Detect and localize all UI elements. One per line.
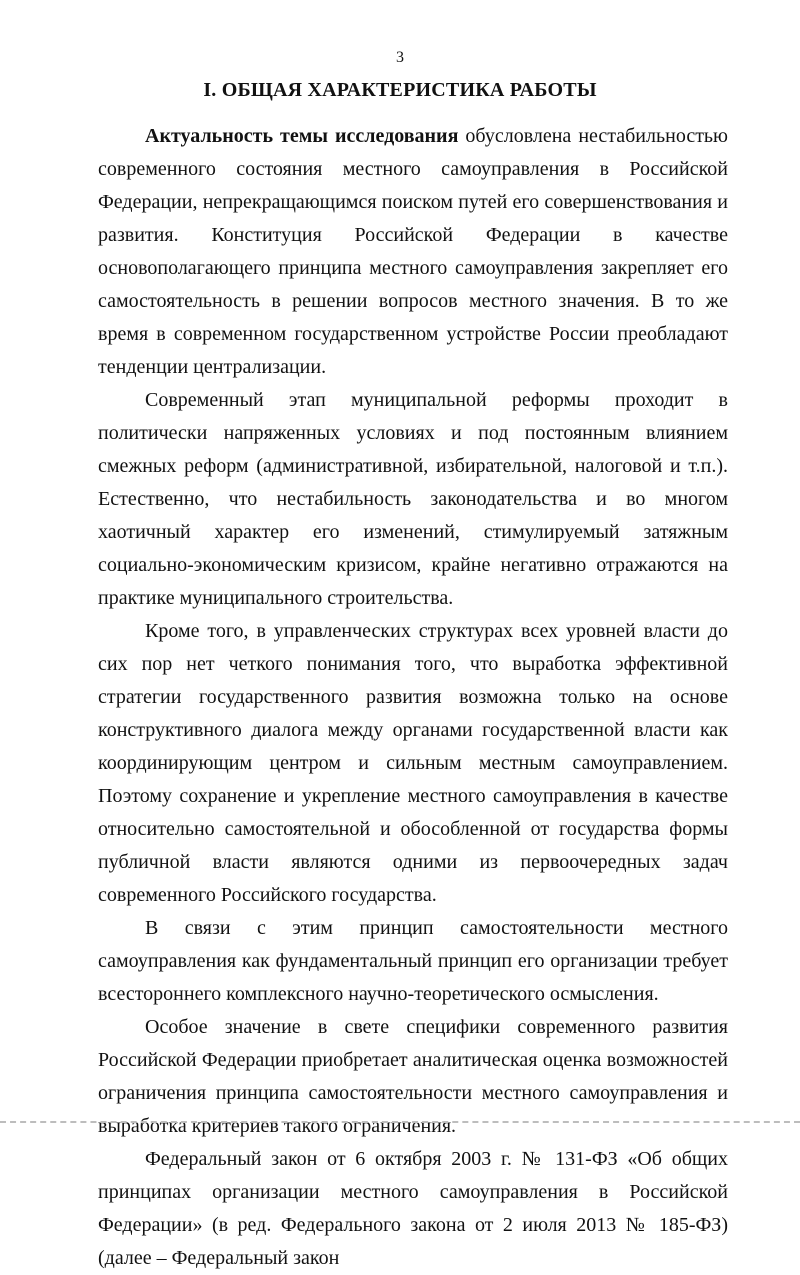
- paragraph-relevance: [98, 120, 728, 384]
- page-bottom-edge: [0, 1121, 800, 1126]
- paragraph-special-significance: Особое значение в свете специфики современного развития Российской Федерации приобретает аналитическая оценка возможностей ограничения принципа самостоятельности местного самоуправления и выработка критериев такого ограничения.: [98, 1016, 728, 1137]
- paragraph-lead-bold: Актуальность темы исследования: [145, 125, 459, 147]
- body-text: [98, 120, 728, 1275]
- paragraph-federal-law: Федеральный закон от 6 октября 2003 г. № 131-ФЗ «Об общих принципах организации местного самоуправления в Российской Федерации» (в ред. Федерального закона от 2 июля 2013 № 185-ФЗ) (далее – Федеральный закон: [98, 1148, 728, 1269]
- paragraph-independence-principle: В связи с этим принцип самостоятельности местного самоуправления как фундаментальный принцип его организации требует всестороннего комплексного научно-теоретического осмысления.: [98, 917, 728, 1005]
- page-number: 3: [396, 49, 404, 66]
- paragraph-text: обусловлена нестабильностью современного состояния местного самоуправления в Российской Федерации, непрекращающимся поиском путей его совершенствования и развития. Конституция Российской Федерации в качестве основополагающего принципа местного самоуправления закрепляет его самостоятельность в решении вопросов местного значения. В то же время в современном государственном устройстве России преобладают тенденции централизации.: [98, 125, 728, 378]
- paragraph-management-structures: Кроме того, в управленческих структурах всех уровней власти до сих пор нет четкого понимания того, что выработка эффективной стратегии государственного развития возможна только на основе конструктивного диалога между органами государственной власти как координирующим центром и сильным местным самоуправлением. Поэтому сохранение и укрепление местного самоуправления в качестве относительно самостоятельной и обособленной от государства формы публичной власти являются одними из первоочередных задач современного Российского государства.: [98, 620, 728, 906]
- paragraph-municipal-reform: Современный этап муниципальной реформы проходит в политически напряженных условиях и под постоянным влиянием смежных реформ (административной, избирательной, налоговой и т.п.). Естественно, что нестабильность законодательства и во многом хаотичный характер его изменений, стимулируемый затяжным социально-экономическим кризисом, крайне негативно отражаются на практике муниципального строительства.: [98, 389, 728, 609]
- section-heading: I. ОБЩАЯ ХАРАКТЕРИСТИКА РАБОТЫ: [203, 79, 597, 101]
